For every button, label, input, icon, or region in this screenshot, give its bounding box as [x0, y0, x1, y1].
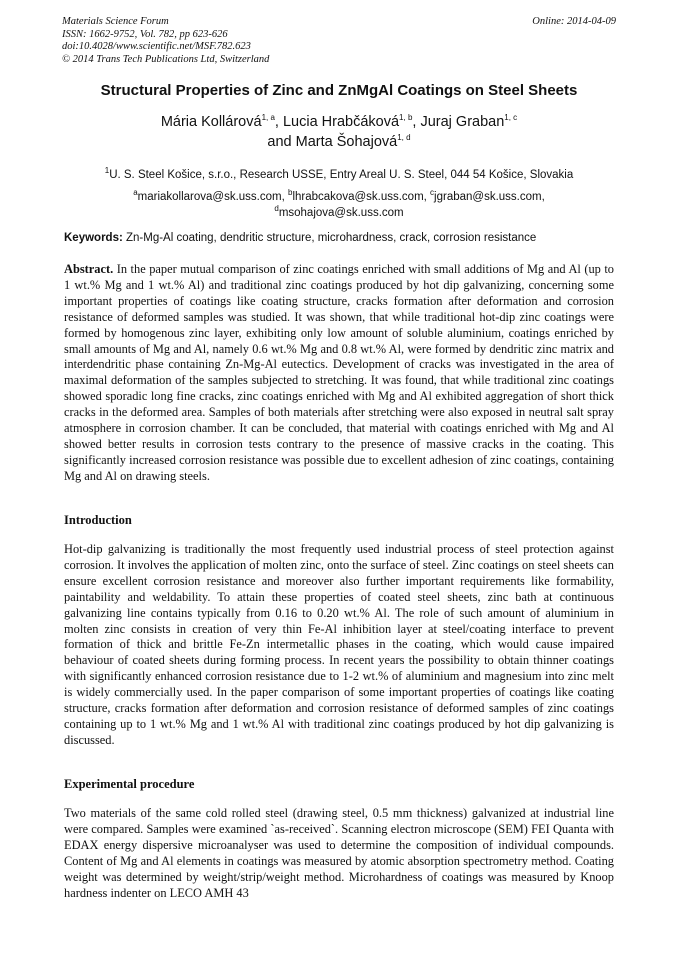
keywords: [64, 232, 614, 244]
author-superscript: 1, d: [397, 133, 411, 143]
author-name: Marta Šohajová: [295, 134, 398, 150]
affiliation-superscript: 1: [104, 166, 110, 176]
introduction-heading: Introduction: [64, 513, 132, 527]
abstract-text: In the paper mutual comparison of zinc coatings enriched with small additions of Mg and Al (up to 1 wt.% Mg and 1 wt.% Al) and traditional zinc coatings produced by hot dip galvanizing, concerning some important properties of coatings like coating structure, cracks formation after deformation and corrosion resistance of deformed samples was studied. It was shown, that while traditional hot-dip zinc coatings were formed by homogenous zinc layer, exhibiting only low amount of soluble aluminium, coatings enriched by small amounts of Mg and Al, namely 0.6 wt.% Mg and 0.8 wt.% Al, were formed by dendritic zinc matrix and interdendritic phase containing Zn-Mg-Al eutectics. Development of cracks was investigated in the area of maximal deformation of the samples subjected to stretching. It was found, that while traditional zinc coatings showed sporadic long fine cracks, zinc coatings enriched with Mg and Al exhibited aggregation of short thick cracks in the deformed area. Samples of both materials after stretching were also exposed in neutral salt spray atmosphere in corrosion chamber. It can be concluded, that material with coatings enriched with Mg and Al showed better results in corrosion tests contrary to the presence of massive cracks in the coating. This significantly increased corrosion resistance was possible due to excellent adhesion of zinc coatings, containing Mg and Al on drawing steels.: [64, 262, 614, 483]
experimental-paragraph: Two materials of the same cold rolled steel (drawing steel, 0.5 mm thickness) galvanized at industrial line were compared. Samples were examined `as-received`. Scanning electron microscope (SEM) FEI Quanta with EDAX energy dispersive microanalyser was used to determine the composition of individual compounds. Content of Mg and Al elements in coatings was measured by atomic absorption spectrometry method. Coating weight was determined by weight/strip/weight method. Microhardness of coatings was measured by Knoop hardness indenter on LECO AMH 43: [64, 806, 614, 900]
experimental-heading: Experimental procedure: [64, 777, 195, 791]
author-emails: [40, 189, 638, 221]
email-link: mariakollarova@sk.uss.com,: [137, 191, 288, 203]
affiliation-text: U. S. Steel Košice, s.r.o., Research USSE, Entry Areal U. S. Steel, 044 54 Košice, Slovakia: [109, 169, 574, 181]
paper-title: Structural Properties of Zinc and ZnMgAl Coatings on Steel Sheets: [100, 82, 578, 99]
author-superscript: 1, a: [261, 113, 275, 123]
email-superscript: b: [288, 188, 293, 198]
abstract-label: Abstract.: [64, 262, 114, 276]
abstract-paragraph: [64, 262, 614, 485]
author-name: Mária Kollárová: [160, 114, 262, 130]
author-line-2: [40, 132, 638, 152]
copyright-line: © 2014 Trans Tech Publications Ltd, Switzerland: [62, 53, 270, 65]
email-superscript: d: [274, 204, 279, 214]
email-link: jgraban@sk.uss.com,: [434, 191, 545, 203]
introduction-paragraph: Hot-dip galvanizing is traditionally the most frequently used industrial process of steel protection against corrosion. It involves the application of molten zinc, onto the surface of steel. Zinc coatings on steel sheets can ensure excellent corrosion resistance and moreover also further important requirements like formability, paintability and weldability. To attain these properties of coated steel sheets, zinc bath at continuous galvanizing line contains typically from 0.16 to 0.20 wt.% Al. The role of such amount of aluminium in molten zinc consists in creation of very thin Fe-Al inhibition layer at steel/coating interface to prevent formation of thick and brittle Fe-Zn intermetallic phases in the coating, which would cause impaired behaviour of coated sheets during forming process. In recent years the possibility to obtain thinner coatings with significantly enhanced corrosion resistance due to 1-2 wt.% of aluminium and magnesium into zinc melt is widely commercially used. In the paper comparison of some important properties of coatings like coating structure, cracks formation after deformation and corrosion resistance of deformed samples of zinc coatings containing up to 1 wt.% Mg and 1 wt.% Al with traditional zinc coatings produced by hot dip galvanizing is discussed.: [64, 542, 614, 747]
author-name: Juraj Graban: [420, 114, 505, 130]
author-superscript: 1, b: [399, 113, 413, 123]
journal-header: [62, 16, 269, 66]
email-link: lhrabcakova@sk.uss.com,: [292, 191, 431, 203]
keywords-text: Zn-Mg-Al coating, dendritic structure, microhardness, crack, corrosion resistance: [122, 232, 537, 244]
email-superscript: a: [133, 188, 138, 198]
email-line-2: [40, 205, 638, 221]
author-separator: ,: [412, 114, 421, 130]
author-line-1: [40, 112, 638, 132]
author-list: [40, 112, 638, 152]
journal-name: Materials Science Forum: [62, 16, 169, 27]
author-name: Lucia Hrabčáková: [282, 114, 400, 130]
author-conjunction: and: [267, 134, 292, 150]
affiliation: [40, 166, 638, 181]
issn-line: ISSN: 1662-9752, Vol. 782, pp 623-626: [62, 28, 228, 40]
email-link: msohajova@sk.uss.com: [278, 207, 404, 219]
author-superscript: 1, c: [504, 113, 518, 123]
email-line-1: [40, 189, 638, 205]
author-separator: ,: [274, 114, 283, 130]
doi-line: doi:10.4028/www.scientific.net/MSF.782.623: [62, 41, 251, 52]
keywords-label: Keywords:: [64, 232, 123, 244]
online-date: Online: 2014-04-09: [532, 16, 616, 27]
email-superscript: c: [430, 188, 435, 198]
